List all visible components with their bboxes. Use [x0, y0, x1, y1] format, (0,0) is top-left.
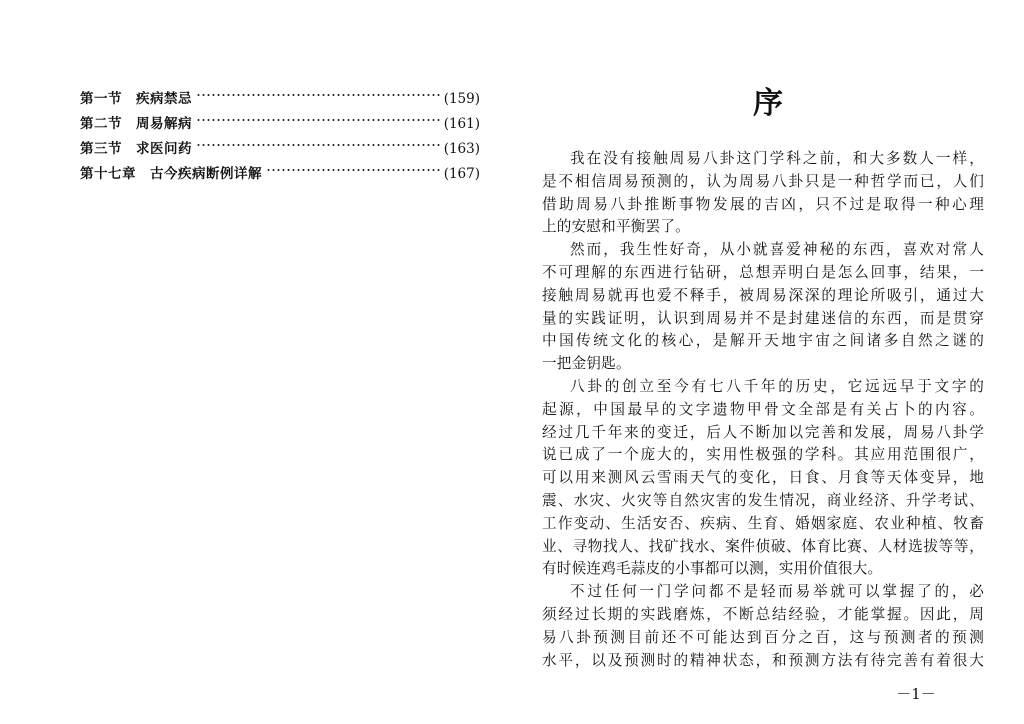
right-page [512, 0, 1024, 724]
text-line: 经过几千年来的变迁，后人不断加以完善和发展，周易八卦学 [542, 423, 984, 441]
text-line: 工作变动、生活安否、疾病、生育、婚姻家庭、农业种植、牧畜 [542, 514, 984, 532]
text-line: 说已成了一个庞大的，实用性极强的学科。其应用范围很广， [542, 446, 984, 464]
text-line: 量的实践证明，认识到周易并不是封建迷信的东西，而是贯穿 [542, 309, 984, 327]
text-line: 水平，以及预测时的精神状态，和预测方法有待完善有着很大 [542, 651, 984, 669]
page-number: －1－ [896, 685, 936, 703]
text-line: 可以用来测风云雪雨天气的变化，日食、月食等天体变异，地 [542, 469, 984, 487]
text-line: 有时候连鸡毛蒜皮的小事都可以测，实用价值很大。 [542, 560, 883, 578]
text-line: 不可理解的东西进行钻研，总想弄明白是怎么回事，结果，一 [542, 263, 984, 281]
text-line: 借助周易八卦推断事物发展的吉凶，只不过是取得一种心理 [542, 195, 984, 213]
toc-dot-leader [266, 153, 440, 178]
text-line: 须经过长期的实践磨炼，不断总结经验，才能掌握。因此，周 [542, 605, 984, 623]
toc-dot-leader [196, 103, 440, 128]
toc-dot-leader [196, 78, 440, 103]
text-line: 接触周易就再也爱不释手，被周易深深的理论所吸引，通过大 [542, 286, 984, 304]
text-line: 不过任何一门学问都不是轻而易举就可以掌握了的，必 [570, 583, 984, 601]
toc-entry-label: 第一节 疾病禁忌 [80, 91, 192, 107]
text-line: 起源，中国最早的文字遗物甲骨文全部是有关占卜的内容。 [542, 400, 984, 418]
table-of-contents [80, 78, 480, 182]
text-line: 业、寻物找人、找矿找水、案件侦破、体育比赛、人材选拔等等， [542, 537, 984, 555]
text-line: 易八卦预测目前还不可能达到百分之百，这与预测者的预测 [542, 628, 984, 646]
toc-entry-page: (161) [443, 116, 480, 132]
toc-entry-page: (159) [443, 91, 480, 107]
text-line: 八卦的创立至今有七八千年的历史，它远远早于文字的 [570, 377, 984, 395]
preface-body [542, 148, 984, 672]
text-line: 然而，我生性好奇，从小就喜爱神秘的东西，喜欢对常人 [570, 241, 984, 259]
text-line: 一把金钥匙。 [542, 355, 631, 373]
text-line: 我在没有接触周易八卦这门学科之前，和大多数人一样， [570, 150, 984, 167]
toc-entry [80, 78, 480, 107]
text-line: 上的安慰和平衡罢了。 [542, 218, 690, 236]
toc-entry-label: 第三节 求医问药 [80, 141, 192, 157]
toc-entry-label: 第十七章 古今疾病断例详解 [80, 166, 262, 182]
text-line: 是不相信周易预测的，认为周易八卦只是一种哲学而已，人们 [542, 172, 984, 190]
toc-entry-page: (167) [443, 166, 480, 182]
text-line: 中国传统文化的核心，是解开天地宇宙之间诸多自然之谜的 [542, 332, 984, 350]
text-line: 震、水灾、火灾等自然灾害的发生情况，商业经济、升学考试、 [542, 491, 984, 509]
preface-title: 序 [753, 86, 783, 121]
toc-entry-page: (163) [443, 141, 480, 157]
toc-entry-label: 第二节 周易解病 [80, 116, 192, 132]
toc-dot-leader [196, 128, 440, 153]
